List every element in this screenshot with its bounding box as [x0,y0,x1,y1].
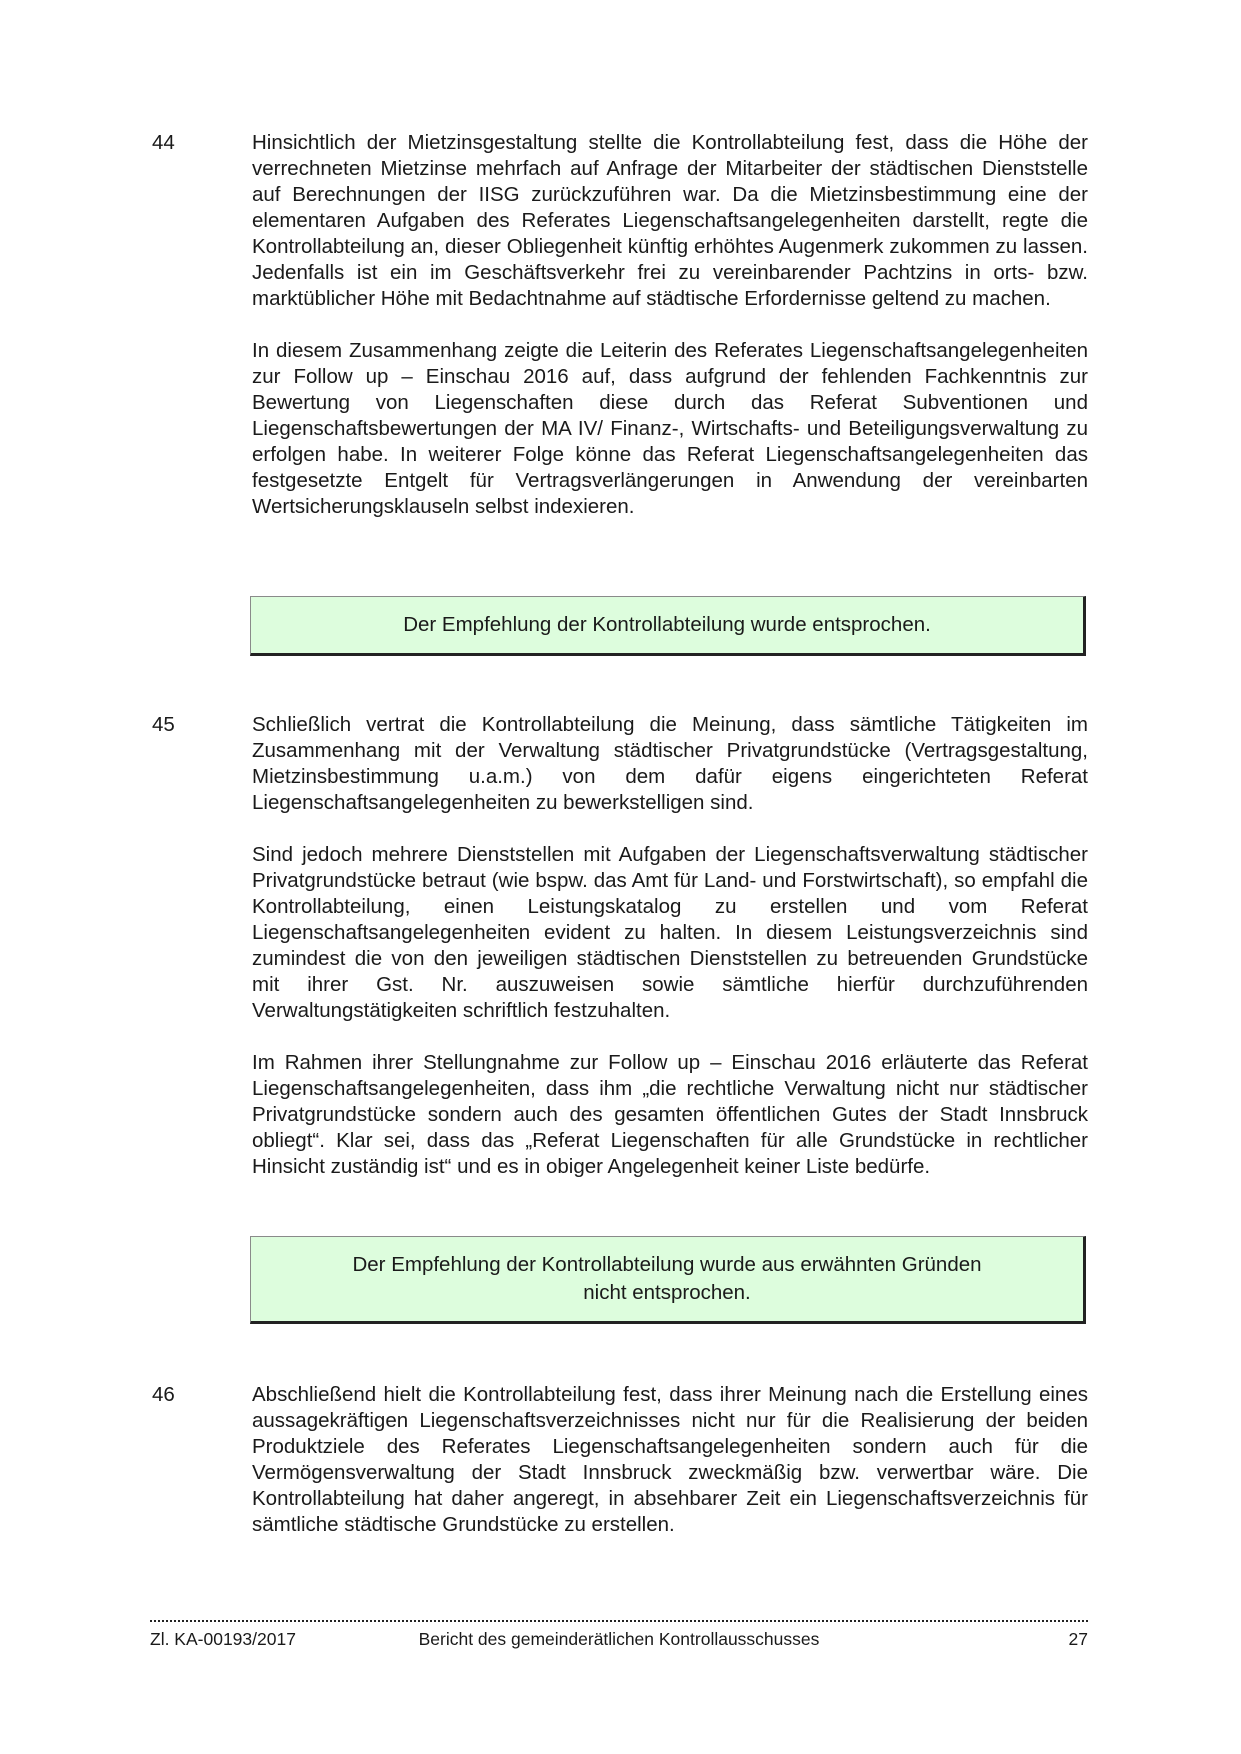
section-number: 44 [152,131,175,154]
section-number: 45 [152,713,175,736]
recommendation-result-line: Der Empfehlung der Kontrollabteilung wurde entsprochen. [403,613,931,636]
section-body [252,1382,1088,1564]
page-number: 27 [1068,1629,1088,1649]
recommendation-result-line: Der Empfehlung der Kontrollabteilung wurde aus erwähnten Gründen [352,1253,982,1276]
recommendation-result-line: nicht entsprochen. [583,1281,751,1304]
paragraph: Im Rahmen ihrer Stellungnahme zur Follow up – Einschau 2016 erläuterte das Referat Liegenschaftsangelegenheiten, dass ihm „die rechtliche Verwaltung nicht nur städtischer Privatgrundstücke sondern auch des gesamten öffentlichen Gutes der Stadt Innsbruck obliegt“. Klar sei, dass das „Referat Liegenschaften für alle Grundstücke in rechtlicher Hinsicht zuständig ist“ und es in obiger Angelegenheit keiner Liste bedürfe. [252,1051,1088,1178]
recommendation-result-box [250,596,1086,656]
paragraph: Sind jedoch mehrere Dienststellen mit Aufgaben der Liegenschaftsverwaltung städtischer Privatgrundstücke betraut (wie bspw. das Amt für Land- und Forstwirtschaft), so empfahl die Kontrollabteilung, einen Leistungskatalog zu erstellen und vom Referat Liegenschaftsangelegenheiten evident zu halten. In diesem Leistungsverzeichnis sind zumindest die von den jeweiligen städtischen Dienststellen zu betreuenden Grundstücke mit ihrer Gst. Nr. auszuweisen sowie sämtliche hierfür durchzuführenden Verwaltungstätigkeiten schriftlich festzuhalten. [252,843,1088,1022]
paragraph: Abschließend hielt die Kontrollabteilung fest, dass ihrer Meinung nach die Erstellung eines aussagekräftigen Liegenschaftsverzeichnisses nicht nur für die Realisierung der beiden Produktziele des Referates Liegenschaftsangelegenheiten sondern auch für die Vermögensverwaltung der Stadt Innsbruck zweckmäßig bzw. verwertbar wäre. Die Kontrollabteilung hat daher angeregt, in absehbarer Zeit ein Liegenschaftsverzeichnis für sämtliche städtische Grundstücke zu erstellen. [252,1383,1088,1536]
paragraph: In diesem Zusammenhang zeigte die Leiterin des Referates Liegenschaftsangelegenheiten zur Follow up – Einschau 2016 auf, dass aufgrund der fehlenden Fachkenntnis zur Bewertung von Liegenschaften diese durch das Referat Subventionen und Liegenschaftsbewertungen der MA IV/ Finanz-, Wirtschafts- und Beteiligungsverwaltung zu erfolgen habe. In weiterer Folge könne das Referat Liegenschaftsangelegenheiten das festgesetzte Entgelt für Vertragsverlängerungen in Anwendung der vereinbarten Wertsicherungsklauseln selbst indexieren. [252,339,1088,518]
recommendation-result-box [250,1236,1086,1324]
footer-divider [150,1620,1088,1622]
footer-reference: Zl. KA-00193/2017 [150,1629,296,1649]
paragraph: Hinsichtlich der Mietzinsgestaltung stellte die Kontrollabteilung fest, dass die Höhe der verrechneten Mietzinse mehrfach auf Anfrage der Mitarbeiter der städtischen Dienststelle auf Berechnungen der IISG zurückzuführen war. Da die Mietzinsbestimmung eine der elementaren Aufgaben des Referates Liegenschaftsangelegenheiten darstellt, regte die Kontrollabteilung an, dieser Obliegenheit künftig erhöhtes Augenmerk zukommen zu lassen. Jedenfalls ist ein im Geschäftsverkehr frei zu vereinbarender Pachtzins in orts- bzw. marktüblicher Höhe mit Bedachtnahme auf städtische Erfordernisse geltend zu machen. [252,131,1088,310]
section-body [252,712,1088,1206]
section-number: 46 [152,1383,175,1406]
section-body [252,130,1088,546]
paragraph: Schließlich vertrat die Kontrollabteilung die Meinung, dass sämtliche Tätigkeiten im Zusammenhang mit der Verwaltung städtischer Privatgrundstücke (Vertragsgestaltung, Mietzinsbestimmung u.a.m.) von dem dafür eigens eingerichteten Referat Liegenschaftsangelegenheiten zu bewerkstelligen sind. [252,713,1088,814]
footer-title: Bericht des gemeinderätlichen Kontrollausschusses [418,1629,820,1649]
